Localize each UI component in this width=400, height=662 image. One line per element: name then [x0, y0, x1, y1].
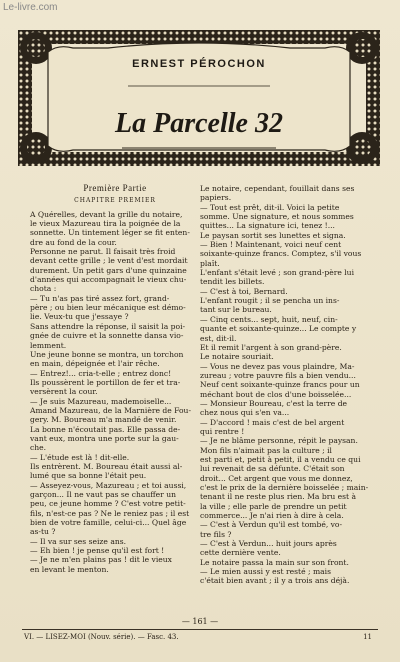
text-line: qui rentre !	[200, 426, 245, 436]
text-line: L'enfant rougit ; il se pencha un ins-	[200, 296, 340, 306]
text-line: dre au fond de la cour.	[30, 237, 117, 247]
publication-line: VI. — LISEZ-MOI (Nouv. série). — Fasc. 43.	[24, 633, 179, 641]
signature-mark: 11	[363, 633, 372, 641]
text-line: Ils entrèrent. M. Boureau était aussi al-	[30, 461, 183, 471]
text-line: lemment.	[30, 340, 67, 350]
text-line: Le notaire, cependant, fouillait dans ses	[200, 184, 355, 193]
ornament-border-icon	[18, 30, 380, 166]
text-line: commerce... Je n'ai rien à dire à cela.	[200, 511, 344, 521]
text-line: — Vous ne devez pas vous plaindre, Ma-	[200, 361, 355, 371]
left-text-column	[30, 184, 200, 574]
text-line: — Je ne blâme personne, répit le paysan.	[200, 436, 358, 446]
text-line: Neuf cent soixante-quinze francs pour un	[200, 380, 360, 390]
text-line: garçon... Il ne vaut pas se chauffer un	[30, 490, 176, 499]
text-line: lui revenait de sa défunte. C'était son	[200, 464, 345, 474]
text-line: Sans attendre la réponse, il saisit la poi-	[30, 321, 186, 331]
text-line: vant eux, montra une porte sur la gau-	[30, 433, 179, 443]
text-line: tenant il ne reste plus rien. Ma bru est à	[200, 492, 357, 502]
text-line: — Je suis Mazureau, mademoiselle...	[30, 396, 172, 406]
text-line: versèrent la cour.	[30, 387, 98, 397]
text-line: chota :	[30, 284, 57, 294]
text-line: lie. Veux-tu que j'essaye ?	[30, 312, 129, 322]
text-line: — C'est à toi, Bernard.	[200, 286, 288, 296]
text-line: Personne ne parut. Il faisait très froid	[30, 247, 176, 257]
text-line: soixante-quinze francs. Comptez, s'il vous	[200, 249, 362, 259]
chapter-heading: CHAPITRE PREMIER	[74, 197, 156, 205]
part-heading: Première Partie	[83, 183, 147, 193]
text-line: Le notaire passa la main sur son front.	[200, 557, 349, 567]
text-line: A Quérelles, devant la grille du notaire,	[30, 209, 183, 219]
text-line: d'années qui accompagnait le vieux chu-	[30, 275, 187, 285]
text-line: as-tu ?	[30, 527, 56, 537]
text-line: c'était bien avant ; il y a trois ans déjà.	[200, 576, 350, 586]
text-line: — Eh bien ! je pense qu'il est fort !	[30, 546, 165, 556]
text-line: — D'accord ! mais c'est de bel argent	[200, 417, 345, 427]
text-line: Mon fils n'aimait pas la culture ; il	[200, 445, 332, 455]
text-line: Et il remit l'argent à son grand-père.	[200, 342, 342, 352]
text-line: zureau ; votre pauvre fils a bien vendu...	[200, 370, 356, 380]
text-line: — Tu n'as pas tiré assez fort, grand-	[30, 293, 170, 303]
text-line: — Je ne m'en plains pas ! dit le vieux	[30, 555, 172, 565]
text-line: gery. M. Boureau m'a mandé de venir.	[30, 415, 177, 425]
text-line: che.	[30, 443, 47, 453]
text-line: la ville ; elle parle de prendre un petit	[200, 501, 347, 511]
text-line: — Cinq cents... sept, huit, neuf, cin-	[200, 314, 338, 324]
text-line: somme. Une signature, et nous sommes	[200, 212, 354, 222]
text-line: Ils poussèrent le portillon de fer et tra-	[30, 377, 181, 387]
text-line: en levant le menton.	[30, 564, 109, 574]
text-line: — C'est à Verdun qu'il est tombé, vo-	[200, 520, 343, 530]
text-line: — Tout est prêt, dit-il. Voici la petite	[200, 202, 340, 212]
text-line: Amand Mazureau, de la Marnière de Fou-	[30, 405, 192, 415]
ornamental-title-frame	[18, 30, 380, 166]
text-line: est, dit-il.	[200, 333, 237, 343]
text-line: Le paysan sortit ses lunettes et signa.	[200, 230, 346, 240]
text-line: — L'étude est là ! dit-elle.	[30, 452, 130, 462]
text-line: fils, n'est-ce pas ? Ne le reniez pas ; il est	[30, 508, 190, 518]
text-line: tre fils ?	[200, 529, 232, 539]
text-line: gnée de cuivre et la sonnette dansa vio-	[30, 331, 184, 341]
text-line: tant sur le bureau.	[200, 305, 272, 315]
text-line: c'est le prix de la dernière boisselée ; main-	[200, 483, 369, 492]
story-title: La Parcelle 32	[115, 108, 283, 139]
text-line: — Asseyez-vous, Mazureau ; et toi aussi,	[30, 480, 187, 490]
text-line: bien de votre famille, celui-ci... Quel âge	[30, 518, 187, 528]
text-line: — Il va sur ses seize ans.	[30, 536, 127, 546]
text-line: méchant bout de clos d'une boisselée...	[200, 389, 352, 399]
text-line: — Entrez!... cria-t-elle ; entrez donc!	[30, 368, 172, 378]
text-line: papiers.	[200, 193, 232, 203]
author-name: ERNEST PÉROCHON	[132, 58, 266, 70]
text-line: chez nous qui s'en va...	[200, 408, 290, 418]
text-line: L'enfant s'était levé ; son grand-père lui	[200, 268, 355, 278]
text-line: La bonne n'écoutait pas. Elle passa de-	[30, 424, 181, 434]
text-line: droit... Cet argent que vous me donnez,	[200, 473, 353, 483]
text-line: — Le mien aussi y est resté ; mais	[200, 567, 332, 577]
text-line: Une jeune bonne se montra, un torchon	[30, 349, 184, 359]
text-line: le vieux Mazureau tira la poignée de la	[30, 219, 181, 229]
text-line: — Monsieur Boureau, c'est la terre de	[200, 398, 348, 408]
text-line: quante et soixante-quinze... Le compte y	[200, 324, 357, 334]
watermark: Le-livre.com	[3, 2, 58, 13]
text-line: père ; ou bien leur mécanique est démo-	[30, 303, 186, 313]
text-line: plaît.	[200, 258, 220, 268]
page-number: — 161 —	[181, 617, 219, 626]
text-line: durement. Un petit gars d'une quinzaine	[30, 265, 187, 275]
text-line: sonnette. Un tintement léger se fit enten-	[30, 228, 190, 238]
right-text-column	[200, 184, 370, 586]
text-line: est parti et, petit à petit, il a vendu ce qui	[200, 454, 361, 464]
text-line: Le notaire souriait.	[200, 352, 274, 362]
left-column-lines	[30, 210, 200, 574]
text-line: en main, dépeignée et l'air rêche.	[30, 359, 160, 369]
footer-rule	[22, 629, 378, 630]
text-line: tendit les billets.	[200, 277, 265, 287]
right-column-lines	[200, 184, 370, 586]
text-line: lumé que sa bonne l'était peu.	[30, 471, 147, 481]
text-line: cette dernière vente.	[200, 548, 281, 558]
text-line: quittes... La signature ici, tenez !...	[200, 221, 335, 231]
text-line: — C'est à Verdun... huit jours après	[200, 539, 337, 549]
text-line: devant cette grille ; le vent d'est mordait	[30, 256, 188, 266]
text-line: peu, ce jeune homme ? C'est votre petit-	[30, 499, 186, 509]
text-line: — Bien ! Maintenant, voici neuf cent	[200, 240, 342, 250]
